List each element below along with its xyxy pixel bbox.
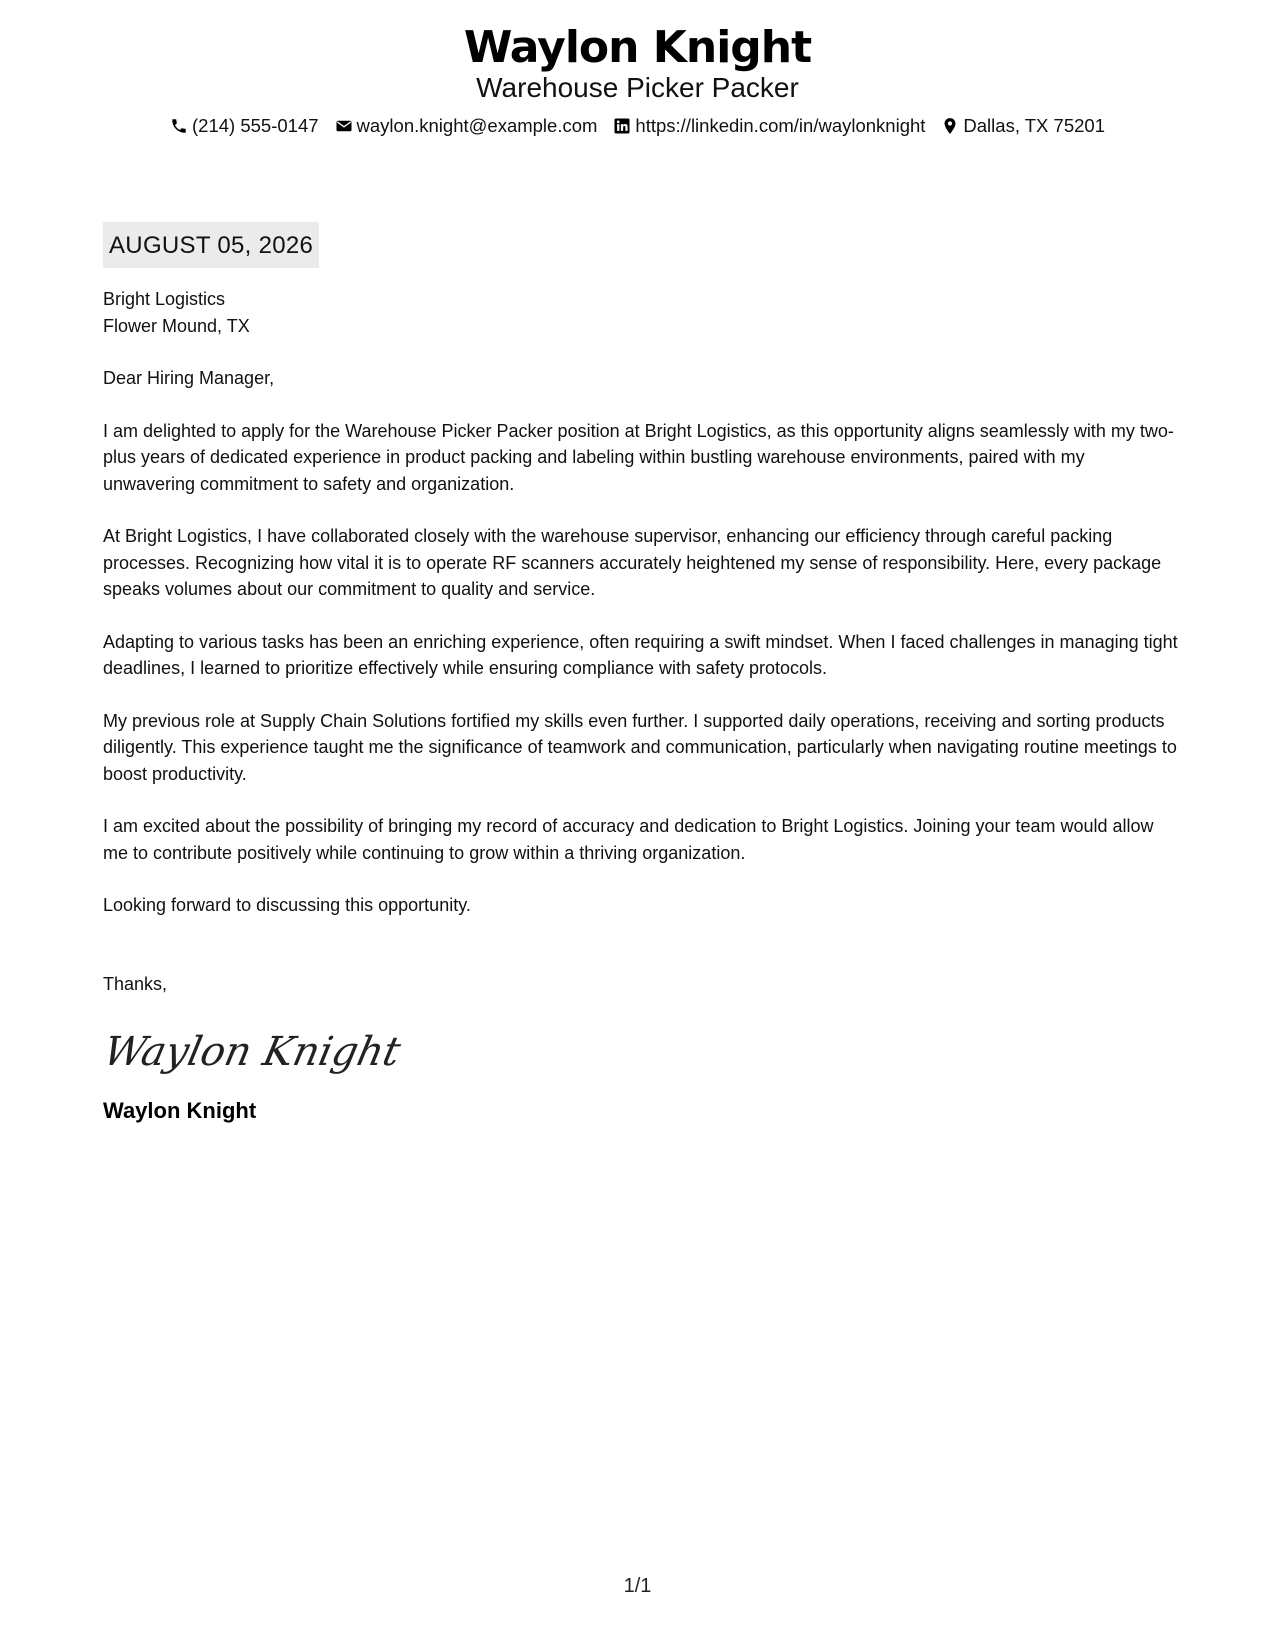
page-number: 1/1 bbox=[623, 1575, 652, 1597]
letter-date: AUGUST 05, 2026 bbox=[103, 222, 319, 268]
location-text: Dallas, TX 75201 bbox=[963, 115, 1105, 136]
map-marker-icon bbox=[941, 117, 959, 135]
contact-linkedin bbox=[613, 114, 925, 138]
body-paragraph: At Bright Logistics, I have collaborated closely with the warehouse supervisor, enhancing our efficiency through careful packing processes. Recognizing how vital it is to operate RF scanners accurately heightened my sense of responsibility. Here, every package speaks volumes about our commitment to quality and service. bbox=[103, 526, 1162, 599]
signoff: Thanks, bbox=[103, 973, 168, 994]
handwritten-signature bbox=[99, 1021, 1178, 1081]
body-paragraph: I am excited about the possibility of bringing my record of accuracy and dedication to Bright Logistics. Joining your team would allow me to contribute positively while continuing to grow within a thriving organization. bbox=[103, 816, 1154, 863]
letter-body bbox=[99, 222, 1178, 1125]
closing-line: Looking forward to discussing this opportunity. bbox=[103, 895, 471, 915]
linkedin-text: https://linkedin.com/in/waylonknight bbox=[635, 115, 926, 136]
signer-name: Waylon Knight bbox=[103, 1098, 257, 1123]
contact-bar bbox=[0, 114, 1275, 138]
body-paragraph: My previous role at Supply Chain Solutions fortified my skills even further. I supported daily operations, receiving and sorting products diligently. This experience taught me the significance of teamwork and communication, particularly when navigating routine meetings to boost productivity. bbox=[103, 710, 1177, 784]
phone-icon bbox=[170, 117, 188, 135]
svg-text:Waylon Knight: Waylon Knight bbox=[99, 1027, 405, 1075]
envelope-icon bbox=[335, 117, 353, 135]
recipient-company: Bright Logistics bbox=[103, 289, 226, 309]
contact-location bbox=[941, 114, 1105, 138]
letter-header bbox=[0, 22, 1275, 138]
body-paragraph: I am delighted to apply for the Warehouse Picker Packer position at Bright Logistics, as this opportunity aligns seamlessly with my two-plus years of dedicated experience in product packing and labeling within bustling warehouse environments, paired with my unwavering commitment to safety and organization. bbox=[103, 420, 1174, 494]
email-text: waylon.knight@example.com bbox=[356, 115, 598, 136]
contact-email bbox=[335, 114, 598, 138]
recipient-location: Flower Mound, TX bbox=[103, 315, 250, 336]
body-paragraph: Adapting to various tasks has been an enriching experience, often requiring a swift mindset. When I faced challenges in managing tight deadlines, I learned to prioritize effectively while ensuring compliance with safety protocols. bbox=[103, 631, 1178, 678]
contact-phone bbox=[170, 114, 319, 138]
salutation: Dear Hiring Manager, bbox=[103, 368, 275, 388]
applicant-name: Waylon Knight bbox=[463, 22, 812, 73]
linkedin-icon bbox=[613, 117, 631, 135]
recipient-block bbox=[103, 286, 1178, 339]
applicant-job-title: Warehouse Picker Packer bbox=[476, 72, 799, 103]
phone-text: (214) 555-0147 bbox=[192, 115, 319, 136]
